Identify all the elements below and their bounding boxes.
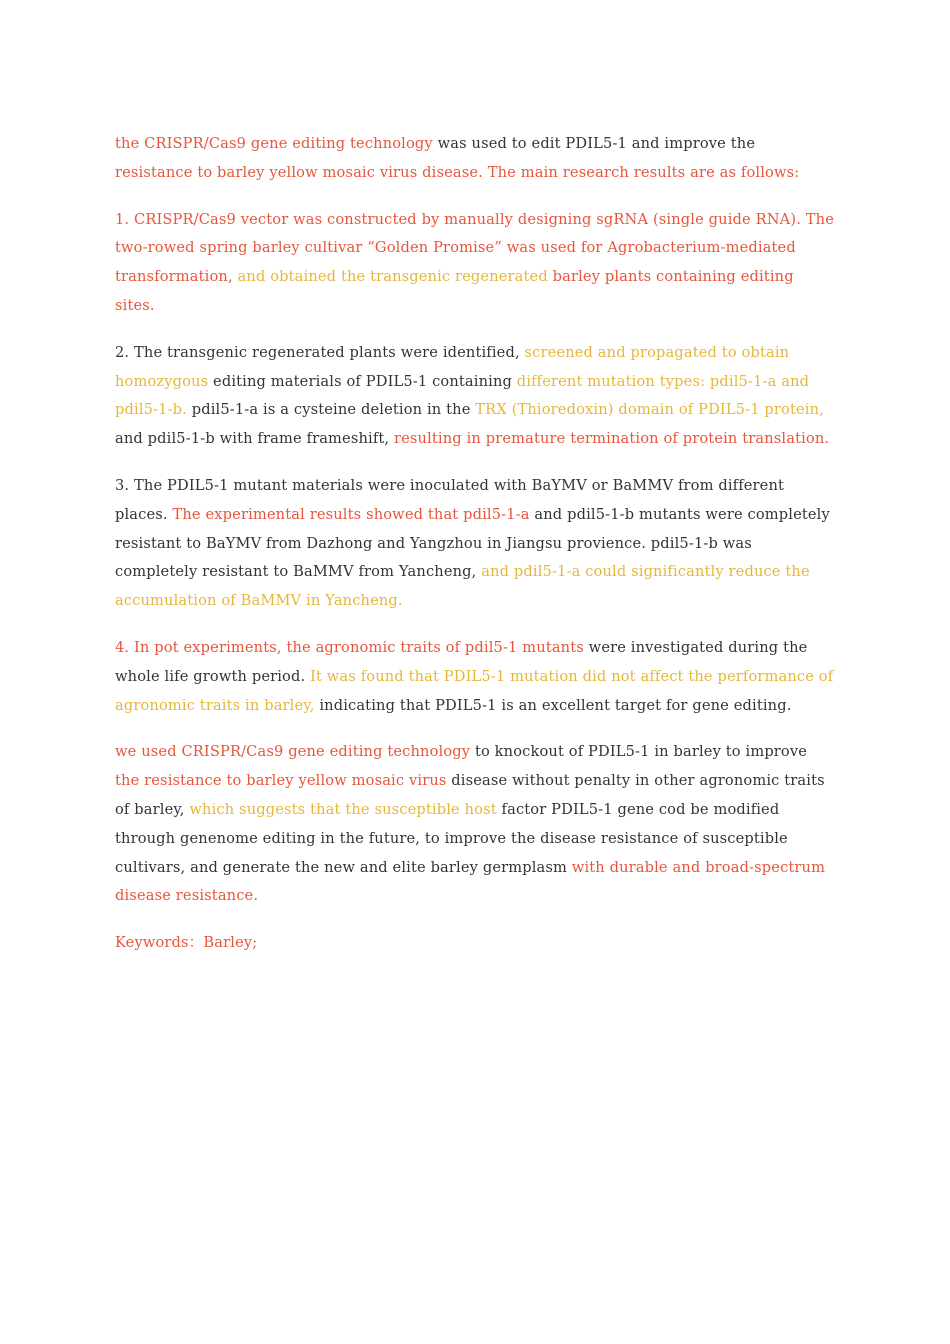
text-segment: 2. The transgenic regenerated plants were identified,	[115, 343, 525, 361]
keywords-text: Keywords：Barley;	[115, 934, 258, 952]
text-segment: It was found that PDIL5-1 mutation did not affect the performance of agronomic traits in barley,	[115, 667, 834, 714]
text-segment: pdil5-1-a is a cysteine deletion in the	[186, 401, 476, 419]
text-segment: barley plants containing editing sites.	[115, 268, 794, 314]
paragraph-result-1	[115, 206, 835, 321]
paragraph-result-2	[115, 339, 835, 454]
text-segment: resulting in premature termination of protein translation.	[393, 430, 830, 448]
text-segment: was used to edit PDIL5-1 and improve the	[432, 135, 756, 152]
keywords-line	[115, 929, 835, 958]
text-segment: the resistance to barley yellow mosaic virus	[115, 772, 447, 790]
text-segment: The experimental results showed that pdil5-1-a	[172, 505, 530, 523]
text-segment: resistance to barley yellow mosaic virus disease. The main research results are as follows:	[115, 163, 800, 181]
paragraph-result-4	[115, 634, 835, 720]
paragraph-result-3	[115, 472, 835, 616]
text-segment: the CRISPR/Cas9 gene editing technology	[115, 135, 433, 152]
text-segment: with durable and broad-spectrum disease resistance.	[115, 858, 826, 905]
text-segment: factor PDIL5-1 gene cod be modified through genenome editing in the future, to improve the disease resistance of susceptible cultivars, and generate the new and elite barley germplasm	[115, 800, 788, 876]
text-segment: disease without penalty in other agronomic traits of barley,	[115, 772, 825, 818]
text-segment: 3. The PDIL5-1 mutant materials were inoculated with BaYMV or BaMMV from different places.	[115, 476, 785, 523]
text-segment: TRX (Thioredoxin) domain of PDIL5-1 protein,	[475, 401, 824, 419]
text-segment: and pdil5-1-b with frame frameshift,	[115, 430, 394, 448]
text-segment: 4. In pot experiments, the agronomic traits of pdil5-1 mutants	[115, 638, 584, 656]
text-segment: were investigated during the whole life growth period.	[115, 638, 808, 685]
text-segment: which suggests that the susceptible host	[189, 800, 497, 818]
text-segment: 1. CRISPR/Cas9 vector was constructed by manually designing sgRNA (single guide RNA). The two-rowed spring barley cultivar “Golden Promise” was used for Agrobacterium-mediated transformation,	[115, 210, 834, 286]
text-segment: different mutation types: pdil5-1-a and pdil5-1-b.	[115, 372, 810, 419]
abstract-body	[115, 130, 835, 976]
text-segment: and pdil5-1-b mutants were completely resistant to BaYMV from Dazhong and Yangzhou in Jiangsu provience. pdil5-1-b was completely resistant to BaMMV from Yancheng,	[115, 505, 830, 581]
text-segment: indicating that PDIL5-1 is an excellent target for gene editing.	[314, 696, 792, 714]
text-segment: we used CRISPR/Cas9 gene editing technology	[115, 743, 471, 761]
paragraph-intro	[115, 130, 835, 188]
paragraph-conclusion	[115, 738, 835, 911]
text-segment: and pdil5-1-a could significantly reduce the accumulation of BaMMV in Yancheng.	[115, 563, 810, 610]
text-segment: screened and propagated to obtain homozygous	[115, 343, 790, 390]
text-segment: to knockout of PDIL5-1 in barley to improve	[470, 743, 808, 761]
text-segment: and obtained the transgenic regenerated	[232, 268, 548, 286]
text-segment: editing materials of PDIL5-1 containing	[208, 372, 517, 390]
